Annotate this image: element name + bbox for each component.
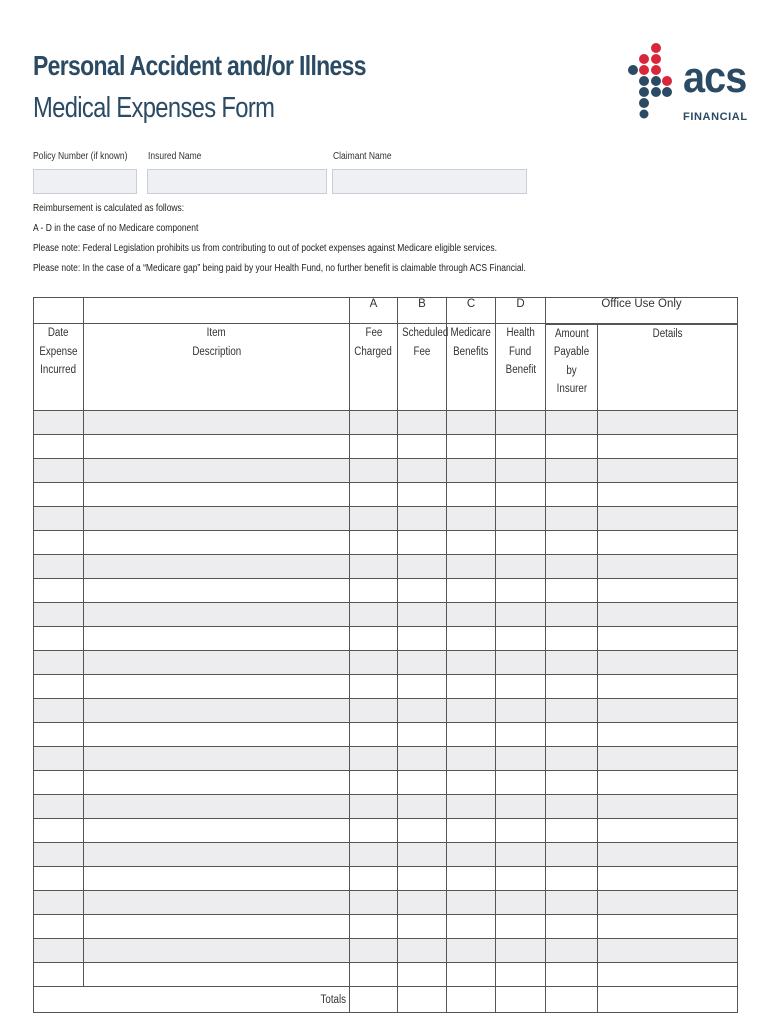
scheduled-fee-cell[interactable]: [398, 603, 447, 627]
scheduled-fee-cell[interactable]: [398, 747, 447, 771]
medicare-benefits-cell[interactable]: [447, 483, 496, 507]
medicare-component-note: A - D in the case of no Medicare component: [33, 223, 199, 234]
details-cell[interactable]: [598, 915, 738, 939]
fee-charged-cell[interactable]: [350, 771, 398, 795]
scheduled-fee-cell[interactable]: [398, 627, 447, 651]
details-cell[interactable]: [598, 963, 738, 987]
policy-number-label: Policy Number (if known): [33, 151, 128, 162]
date-cell[interactable]: [34, 867, 84, 891]
fee-charged-cell[interactable]: [350, 963, 398, 987]
table-row: [34, 651, 738, 675]
date-cell[interactable]: [34, 411, 84, 435]
header-date-expense-incurred: Date Expense Incurred: [34, 324, 84, 411]
fee-charged-cell[interactable]: [350, 795, 398, 819]
details-cell[interactable]: [598, 435, 738, 459]
header-scheduled-fee: Scheduled Fee: [398, 324, 447, 411]
scheduled-fee-cell[interactable]: [398, 723, 447, 747]
logo-sub-text: FINANCIAL: [683, 111, 748, 123]
health-fund-benefit-cell[interactable]: [496, 843, 546, 867]
details-cell[interactable]: [598, 723, 738, 747]
scheduled-fee-cell[interactable]: [398, 843, 447, 867]
medicare-benefits-cell[interactable]: [447, 723, 496, 747]
header-medicare-benefits: Medicare Benefits: [447, 324, 496, 411]
acs-financial-logo: [626, 42, 746, 126]
date-cell[interactable]: [34, 555, 84, 579]
amount-payable-cell[interactable]: [546, 771, 598, 795]
scheduled-fee-cell[interactable]: [398, 531, 447, 555]
medicare-benefits-cell[interactable]: [447, 459, 496, 483]
health-fund-benefit-cell[interactable]: [496, 531, 546, 555]
column-letter-c: C: [447, 298, 496, 324]
amount-payable-cell[interactable]: [546, 915, 598, 939]
details-cell[interactable]: [598, 531, 738, 555]
fee-charged-cell[interactable]: [350, 651, 398, 675]
date-cell[interactable]: [34, 843, 84, 867]
health-fund-benefit-cell[interactable]: [496, 699, 546, 723]
table-row: [34, 723, 738, 747]
date-cell[interactable]: [34, 819, 84, 843]
description-cell[interactable]: [84, 915, 350, 939]
total-scheduled-fee-cell[interactable]: [398, 987, 447, 1013]
fee-charged-cell[interactable]: [350, 555, 398, 579]
medicare-benefits-cell[interactable]: [447, 651, 496, 675]
table-row: [34, 819, 738, 843]
total-details-cell[interactable]: [598, 987, 738, 1013]
fee-charged-cell[interactable]: [350, 819, 398, 843]
table-row: [34, 795, 738, 819]
amount-payable-cell[interactable]: [546, 579, 598, 603]
column-letter-d: D: [496, 298, 546, 324]
medicare-benefits-cell[interactable]: [447, 747, 496, 771]
fee-charged-cell[interactable]: [350, 675, 398, 699]
medicare-benefits-cell[interactable]: [447, 819, 496, 843]
blank-cell: [84, 298, 350, 324]
health-fund-benefit-cell[interactable]: [496, 819, 546, 843]
description-cell[interactable]: [84, 699, 350, 723]
fee-charged-cell[interactable]: [350, 603, 398, 627]
amount-payable-cell[interactable]: [546, 435, 598, 459]
table-row: [34, 627, 738, 651]
amount-payable-cell[interactable]: [546, 963, 598, 987]
health-fund-benefit-cell[interactable]: [496, 459, 546, 483]
description-cell[interactable]: [84, 867, 350, 891]
fee-charged-cell[interactable]: [350, 483, 398, 507]
scheduled-fee-cell[interactable]: [398, 675, 447, 699]
medicare-benefits-cell[interactable]: [447, 675, 496, 699]
health-fund-benefit-cell[interactable]: [496, 891, 546, 915]
date-cell[interactable]: [34, 459, 84, 483]
description-cell[interactable]: [84, 483, 350, 507]
federal-legislation-note: Please note: Federal Legislation prohibits us from contributing to out of pocket expenses against Medicare eligible services.: [33, 243, 497, 254]
table-row: [34, 963, 738, 987]
medicare-benefits-cell[interactable]: [447, 627, 496, 651]
table-row: [34, 579, 738, 603]
date-cell[interactable]: [34, 675, 84, 699]
health-fund-benefit-cell[interactable]: [496, 603, 546, 627]
reimbursement-note: Reimbursement is calculated as follows:: [33, 203, 185, 214]
date-cell[interactable]: [34, 915, 84, 939]
details-cell[interactable]: [598, 795, 738, 819]
details-cell[interactable]: [598, 459, 738, 483]
medicare-benefits-cell[interactable]: [447, 771, 496, 795]
claimant-name-field[interactable]: [332, 169, 527, 194]
header-item-description: Item Description: [84, 324, 350, 411]
details-cell[interactable]: [598, 891, 738, 915]
health-fund-benefit-cell[interactable]: [496, 675, 546, 699]
table-row: [34, 531, 738, 555]
medicare-benefits-cell[interactable]: [447, 603, 496, 627]
fee-charged-cell[interactable]: [350, 627, 398, 651]
scheduled-fee-cell[interactable]: [398, 939, 447, 963]
scheduled-fee-cell[interactable]: [398, 771, 447, 795]
description-cell[interactable]: [84, 747, 350, 771]
table-row: [34, 939, 738, 963]
health-fund-benefit-cell[interactable]: [496, 555, 546, 579]
fee-charged-cell[interactable]: [350, 723, 398, 747]
table-row: [34, 699, 738, 723]
details-cell[interactable]: [598, 675, 738, 699]
table-row: [34, 675, 738, 699]
details-cell[interactable]: [598, 771, 738, 795]
date-cell[interactable]: [34, 795, 84, 819]
health-fund-benefit-cell[interactable]: [496, 939, 546, 963]
fee-charged-cell[interactable]: [350, 891, 398, 915]
fee-charged-cell[interactable]: [350, 579, 398, 603]
total-medicare-benefits-cell[interactable]: [447, 987, 496, 1013]
form-subtitle: Medical Expenses Form: [33, 92, 275, 124]
description-cell[interactable]: [84, 555, 350, 579]
details-cell[interactable]: [598, 699, 738, 723]
table-row: [34, 411, 738, 435]
amount-payable-cell[interactable]: [546, 843, 598, 867]
health-fund-benefit-cell[interactable]: [496, 435, 546, 459]
date-cell[interactable]: [34, 891, 84, 915]
scheduled-fee-cell[interactable]: [398, 867, 447, 891]
health-fund-benefit-cell[interactable]: [496, 651, 546, 675]
amount-payable-cell[interactable]: [546, 867, 598, 891]
details-cell[interactable]: [598, 939, 738, 963]
date-cell[interactable]: [34, 963, 84, 987]
logo-dots-icon: [626, 42, 682, 126]
amount-payable-cell[interactable]: [546, 939, 598, 963]
table-row: [34, 771, 738, 795]
amount-payable-cell[interactable]: [546, 627, 598, 651]
form-title: Personal Accident and/or Illness: [33, 50, 366, 81]
amount-payable-cell[interactable]: [546, 507, 598, 531]
amount-payable-cell[interactable]: [546, 459, 598, 483]
health-fund-benefit-cell[interactable]: [496, 723, 546, 747]
date-cell[interactable]: [34, 603, 84, 627]
scheduled-fee-cell[interactable]: [398, 555, 447, 579]
column-letter-b: B: [398, 298, 447, 324]
medicare-benefits-cell[interactable]: [447, 579, 496, 603]
table-row: [34, 507, 738, 531]
table-row: [34, 459, 738, 483]
amount-payable-cell[interactable]: [546, 411, 598, 435]
medicare-benefits-cell[interactable]: [447, 963, 496, 987]
date-cell[interactable]: [34, 651, 84, 675]
amount-payable-cell[interactable]: [546, 723, 598, 747]
expenses-table: [33, 297, 738, 1013]
fee-charged-cell[interactable]: [350, 411, 398, 435]
blank-cell: [34, 298, 84, 324]
medicare-benefits-cell[interactable]: [447, 699, 496, 723]
date-cell[interactable]: [34, 531, 84, 555]
health-fund-benefit-cell[interactable]: [496, 963, 546, 987]
amount-payable-cell[interactable]: [546, 531, 598, 555]
fee-charged-cell[interactable]: [350, 507, 398, 531]
amount-payable-cell[interactable]: [546, 603, 598, 627]
details-cell[interactable]: [598, 411, 738, 435]
health-fund-benefit-cell[interactable]: [496, 915, 546, 939]
details-cell[interactable]: [598, 507, 738, 531]
description-cell[interactable]: [84, 963, 350, 987]
total-amount-payable-cell[interactable]: [546, 987, 598, 1013]
column-letter-row: [34, 298, 738, 324]
details-cell[interactable]: [598, 483, 738, 507]
medicare-benefits-cell[interactable]: [447, 555, 496, 579]
fee-charged-cell[interactable]: [350, 531, 398, 555]
fee-charged-cell[interactable]: [350, 843, 398, 867]
details-cell[interactable]: [598, 867, 738, 891]
fee-charged-cell[interactable]: [350, 939, 398, 963]
amount-payable-cell[interactable]: [546, 651, 598, 675]
amount-payable-cell[interactable]: [546, 891, 598, 915]
scheduled-fee-cell[interactable]: [398, 699, 447, 723]
description-cell[interactable]: [84, 531, 350, 555]
medicare-benefits-cell[interactable]: [447, 795, 496, 819]
amount-payable-cell[interactable]: [546, 483, 598, 507]
description-cell[interactable]: [84, 411, 350, 435]
health-fund-benefit-cell[interactable]: [496, 483, 546, 507]
health-fund-benefit-cell[interactable]: [496, 579, 546, 603]
fee-charged-cell[interactable]: [350, 915, 398, 939]
table-row: [34, 867, 738, 891]
date-cell[interactable]: [34, 747, 84, 771]
column-letter-a: A: [350, 298, 398, 324]
details-cell[interactable]: [598, 579, 738, 603]
description-cell[interactable]: [84, 771, 350, 795]
medicare-benefits-cell[interactable]: [447, 531, 496, 555]
scheduled-fee-cell[interactable]: [398, 819, 447, 843]
table-row: [34, 843, 738, 867]
details-cell[interactable]: [598, 627, 738, 651]
date-cell[interactable]: [34, 483, 84, 507]
details-cell[interactable]: [598, 747, 738, 771]
amount-payable-cell[interactable]: [546, 819, 598, 843]
description-cell[interactable]: [84, 795, 350, 819]
scheduled-fee-cell[interactable]: [398, 459, 447, 483]
date-cell[interactable]: [34, 507, 84, 531]
table-row: [34, 891, 738, 915]
details-cell[interactable]: [598, 603, 738, 627]
description-cell[interactable]: [84, 723, 350, 747]
scheduled-fee-cell[interactable]: [398, 891, 447, 915]
scheduled-fee-cell[interactable]: [398, 507, 447, 531]
health-fund-benefit-cell[interactable]: [496, 771, 546, 795]
scheduled-fee-cell[interactable]: [398, 915, 447, 939]
health-fund-benefit-cell[interactable]: [496, 411, 546, 435]
date-cell[interactable]: [34, 627, 84, 651]
column-header-row: [34, 324, 738, 411]
claimant-name-label: Claimant Name: [333, 151, 392, 162]
date-cell[interactable]: [34, 939, 84, 963]
total-fee-charged-cell[interactable]: [350, 987, 398, 1013]
description-cell[interactable]: [84, 891, 350, 915]
health-fund-benefit-cell[interactable]: [496, 627, 546, 651]
scheduled-fee-cell[interactable]: [398, 963, 447, 987]
header-amount-payable-by-insurer: Amount Payable by Insurer: [546, 324, 598, 411]
description-cell[interactable]: [84, 627, 350, 651]
fee-charged-cell[interactable]: [350, 459, 398, 483]
description-cell[interactable]: [84, 675, 350, 699]
health-fund-benefit-cell[interactable]: [496, 867, 546, 891]
amount-payable-cell[interactable]: [546, 699, 598, 723]
medicare-benefits-cell[interactable]: [447, 867, 496, 891]
medicare-benefits-cell[interactable]: [447, 435, 496, 459]
date-cell[interactable]: [34, 699, 84, 723]
scheduled-fee-cell[interactable]: [398, 579, 447, 603]
description-cell[interactable]: [84, 507, 350, 531]
totals-label: Totals: [34, 987, 350, 1013]
details-cell[interactable]: [598, 555, 738, 579]
description-cell[interactable]: [84, 819, 350, 843]
scheduled-fee-cell[interactable]: [398, 483, 447, 507]
table-row: [34, 915, 738, 939]
medicare-gap-note: Please note: In the case of a “Medicare gap” being paid by your Health Fund, no further benefit is claimable through ACS Financial.: [33, 263, 526, 274]
fee-charged-cell[interactable]: [350, 747, 398, 771]
scheduled-fee-cell[interactable]: [398, 435, 447, 459]
fee-charged-cell[interactable]: [350, 867, 398, 891]
amount-payable-cell[interactable]: [546, 747, 598, 771]
details-cell[interactable]: [598, 819, 738, 843]
description-cell[interactable]: [84, 579, 350, 603]
policy-number-field[interactable]: [33, 169, 137, 194]
insured-name-field[interactable]: [147, 169, 327, 194]
header-fee-charged: Fee Charged: [350, 324, 398, 411]
details-cell[interactable]: [598, 843, 738, 867]
office-use-only-heading: Office Use Only: [546, 298, 738, 324]
fee-charged-cell[interactable]: [350, 435, 398, 459]
logo-brand-text: acs: [683, 53, 747, 102]
insured-name-label: Insured Name: [148, 151, 202, 162]
health-fund-benefit-cell[interactable]: [496, 747, 546, 771]
medicare-benefits-cell[interactable]: [447, 915, 496, 939]
amount-payable-cell[interactable]: [546, 555, 598, 579]
medicare-benefits-cell[interactable]: [447, 843, 496, 867]
table-row: [34, 555, 738, 579]
scheduled-fee-cell[interactable]: [398, 411, 447, 435]
table-row: [34, 483, 738, 507]
total-health-fund-benefit-cell[interactable]: [496, 987, 546, 1013]
medicare-benefits-cell[interactable]: [447, 891, 496, 915]
description-cell[interactable]: [84, 459, 350, 483]
date-cell[interactable]: [34, 771, 84, 795]
date-cell[interactable]: [34, 435, 84, 459]
fee-charged-cell[interactable]: [350, 699, 398, 723]
medicare-benefits-cell[interactable]: [447, 939, 496, 963]
description-cell[interactable]: [84, 843, 350, 867]
header-details: Details: [598, 324, 738, 411]
table-row: [34, 435, 738, 459]
date-cell[interactable]: [34, 579, 84, 603]
table-row: [34, 603, 738, 627]
amount-payable-cell[interactable]: [546, 675, 598, 699]
table-row: [34, 747, 738, 771]
health-fund-benefit-cell[interactable]: [496, 507, 546, 531]
health-fund-benefit-cell[interactable]: [496, 795, 546, 819]
totals-row: [34, 987, 738, 1013]
description-cell[interactable]: [84, 651, 350, 675]
description-cell[interactable]: [84, 603, 350, 627]
date-cell[interactable]: [34, 723, 84, 747]
scheduled-fee-cell[interactable]: [398, 795, 447, 819]
header-health-fund-benefit: Health Fund Benefit: [496, 324, 546, 411]
medicare-benefits-cell[interactable]: [447, 507, 496, 531]
medicare-benefits-cell[interactable]: [447, 411, 496, 435]
scheduled-fee-cell[interactable]: [398, 651, 447, 675]
description-cell[interactable]: [84, 435, 350, 459]
amount-payable-cell[interactable]: [546, 795, 598, 819]
details-cell[interactable]: [598, 651, 738, 675]
description-cell[interactable]: [84, 939, 350, 963]
